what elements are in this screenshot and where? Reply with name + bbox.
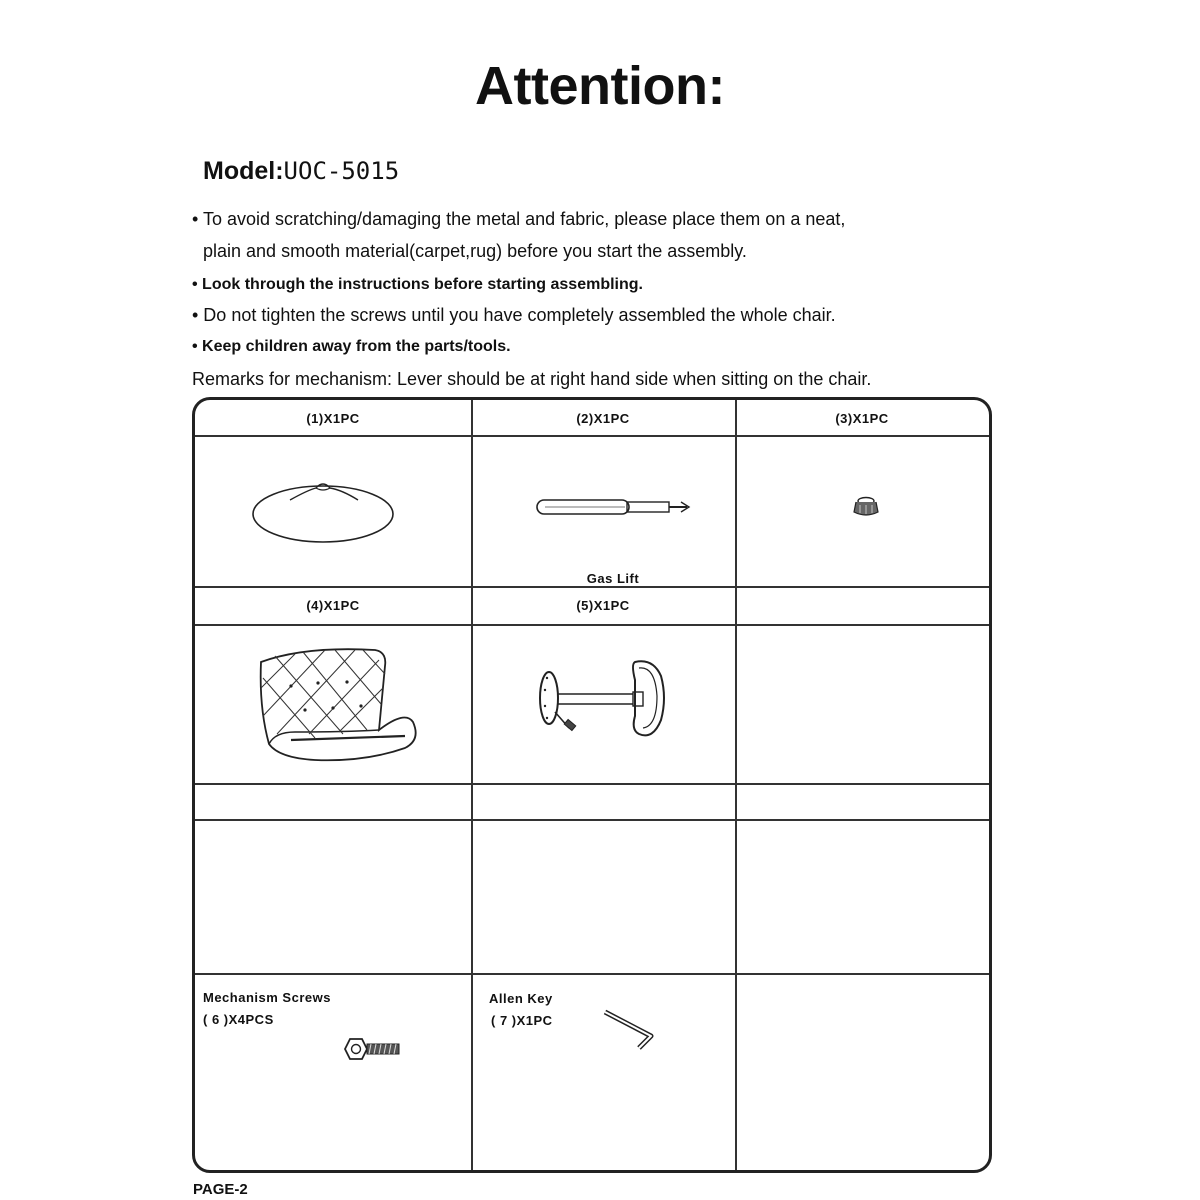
table-column-rule xyxy=(735,400,737,1170)
part-7-qty: ( 7 )X1PC xyxy=(491,1013,553,1028)
part-4-label: (4)X1PC xyxy=(306,598,360,613)
base-plate-icon xyxy=(250,478,400,548)
part-6-name: Mechanism Screws xyxy=(203,990,331,1005)
part-3-label: (3)X1PC xyxy=(835,411,889,426)
instruction-4: • Keep children away from the parts/tools. xyxy=(192,338,511,355)
model-code: UOC-5015 xyxy=(283,157,400,185)
part-2-label: (2)X1PC xyxy=(576,411,630,426)
instruction-3: • Do not tighten the screws until you have completely assembled the whole chair. xyxy=(192,305,836,325)
gas-lift-icon xyxy=(535,496,695,520)
part-6-qty: ( 6 )X4PCS xyxy=(203,1012,274,1027)
page-title: Attention: xyxy=(475,56,725,116)
footrest-mechanism-icon xyxy=(535,656,675,746)
parts-table xyxy=(192,397,992,1173)
instruction-2: • Look through the instructions before starting assembling. xyxy=(192,276,643,293)
page-number: PAGE-2 xyxy=(193,1181,248,1198)
model-line xyxy=(203,157,399,186)
part-7-name: Allen Key xyxy=(489,991,553,1006)
allen-key-icon xyxy=(601,1006,661,1056)
seat-icon xyxy=(255,648,420,768)
table-rule xyxy=(195,624,989,626)
gas-lift-caption: Gas Lift xyxy=(586,571,640,586)
screw-icon xyxy=(341,1034,405,1064)
table-rule xyxy=(195,783,989,785)
part-5-label: (5)X1PC xyxy=(576,598,630,613)
model-label: Model: xyxy=(203,157,284,185)
part-1-label: (1)X1PC xyxy=(306,411,360,426)
table-rule xyxy=(195,586,989,588)
mechanism-remark: Remarks for mechanism: Lever should be at right hand side when sitting on the chair. xyxy=(192,369,872,389)
instruction-1-cont: plain and smooth material(carpet,rug) before you start the assembly. xyxy=(203,241,747,261)
cap-icon xyxy=(851,496,881,518)
table-rule xyxy=(195,973,989,975)
instruction-1: • To avoid scratching/damaging the metal and fabric, please place them on a neat, xyxy=(192,209,846,229)
table-rule xyxy=(195,435,989,437)
table-column-rule xyxy=(471,400,473,1170)
table-rule xyxy=(195,819,989,821)
